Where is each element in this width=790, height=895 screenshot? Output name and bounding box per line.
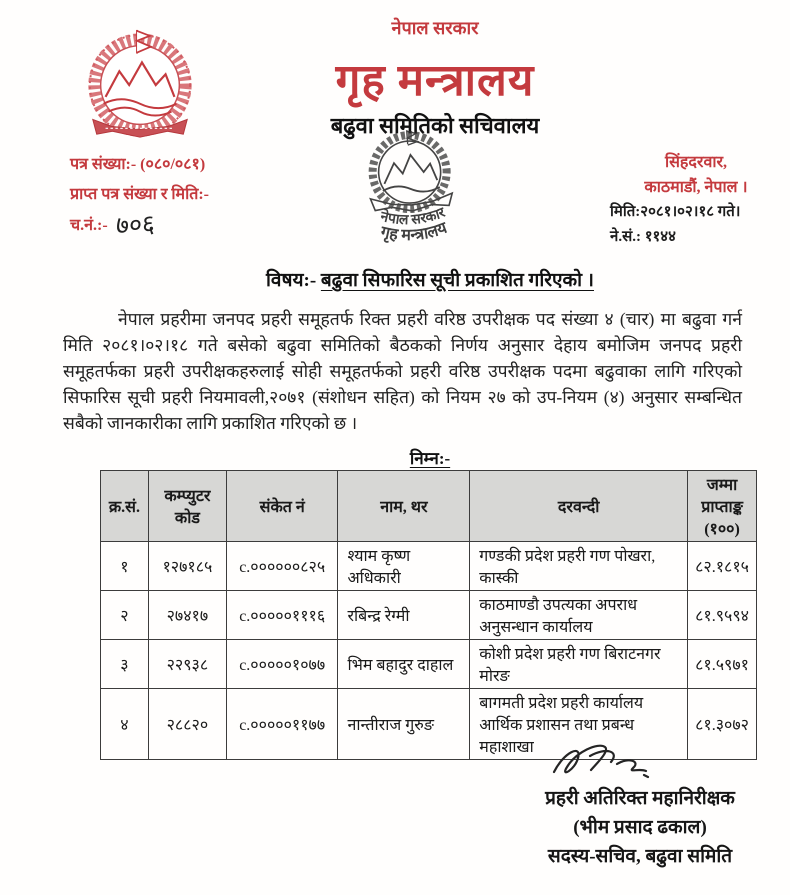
cell-total-marks: ८१.९५९४ bbox=[688, 591, 757, 640]
table-row bbox=[101, 542, 757, 591]
cell-serial: ३ bbox=[101, 640, 149, 689]
letter-number: पत्र संख्या:- (०८०/०८१) bbox=[70, 156, 206, 173]
cell-total-marks: ८२.१८१५ bbox=[688, 542, 757, 591]
subject-line bbox=[75, 266, 785, 292]
reference-block bbox=[70, 150, 209, 241]
cell-symbol-no: c.००००००८२५ bbox=[226, 542, 338, 591]
col-header-posting: दरवन्दी bbox=[470, 471, 688, 542]
secretariat-subtitle: बढुवा समितिको सचिवालय bbox=[330, 113, 540, 138]
address-place-line1: सिंहदरवार, bbox=[664, 154, 728, 171]
signature-block bbox=[490, 784, 790, 871]
government-title: नेपाल सरकार bbox=[391, 18, 479, 38]
cell-computer-code: २२९३८ bbox=[148, 640, 226, 689]
cell-name: रबिन्द्र रेग्मी bbox=[338, 591, 470, 640]
cell-total-marks: ८१.३०७२ bbox=[688, 689, 757, 760]
cell-serial: १ bbox=[101, 542, 149, 591]
address-block bbox=[610, 150, 782, 250]
table-row bbox=[101, 591, 757, 640]
col-header-total-marks: जम्मा प्राप्ताङ्क (१००) bbox=[688, 471, 757, 542]
signatory-role: सदस्य-सचिव, बढुवा समिति bbox=[547, 846, 733, 867]
dispatch-number-label: च.नं.:- bbox=[70, 217, 108, 234]
subject-text: बढुवा सिफारिस सूची प्रकाशित गरिएको । bbox=[320, 270, 594, 291]
cell-symbol-no: c.०००००११७७ bbox=[226, 689, 338, 760]
cell-symbol-no: c.०००००१११६ bbox=[226, 591, 338, 640]
ministry-stamp-icon bbox=[331, 119, 490, 264]
cell-computer-code: १२७१८५ bbox=[148, 542, 226, 591]
cell-name: नान्तीराज गुरुङ bbox=[338, 689, 470, 760]
table-header-row bbox=[101, 471, 757, 542]
address-place-line2: काठमाडौं, नेपाल । bbox=[644, 179, 748, 196]
list-heading: निम्न:- bbox=[409, 449, 451, 468]
table-row bbox=[101, 640, 757, 689]
cell-posting: कोशी प्रदेश प्रहरी गण बिराटनगर मोरङ bbox=[470, 640, 688, 689]
cell-serial: २ bbox=[101, 591, 149, 640]
promotion-table bbox=[100, 470, 757, 760]
received-letter-label: प्राप्त पत्र संख्या र मिति:- bbox=[70, 186, 209, 203]
subject-label: विषय:- bbox=[266, 270, 317, 291]
document-date: मिति:२०८१।०२।१८ गते। bbox=[610, 204, 741, 220]
stamp-text-ministry: गृह मन्त्रालय bbox=[379, 219, 450, 245]
ne-number: ने.सं.: ११४४ bbox=[610, 229, 676, 245]
cell-name: भिम बहादुर दाहाल bbox=[338, 640, 470, 689]
cell-total-marks: ८१.५९७१ bbox=[688, 640, 757, 689]
col-header-serial: क्र.सं. bbox=[101, 471, 149, 542]
cell-posting: काठमाण्डौ उपत्यका अपराध अनुसन्धान कार्यालय bbox=[470, 591, 688, 640]
cell-symbol-no: c.०००००१०७७ bbox=[226, 640, 338, 689]
cell-computer-code: २७४१७ bbox=[148, 591, 226, 640]
dispatch-number-handwritten: ७०६ bbox=[114, 208, 156, 241]
cell-posting: बागमती प्रदेश प्रहरी कार्यालय आर्थिक प्रशासन तथा प्रबन्ध महाशाखा bbox=[470, 689, 688, 760]
cell-name: श्याम कृष्ण अधिकारी bbox=[338, 542, 470, 591]
cell-posting: गण्डकी प्रदेश प्रहरी गण पोखरा, कास्की bbox=[470, 542, 688, 591]
col-header-name: नाम, थर bbox=[338, 471, 470, 542]
nepal-emblem-icon bbox=[76, 26, 204, 153]
ministry-title: गृह मन्त्रालय bbox=[335, 56, 535, 105]
body-paragraph: नेपाल प्रहरीमा जनपद प्रहरी समूहतर्फ रिक्त प्रहरी वरिष्ठ उपरीक्षक पद संख्या ४ (चार) मा बढुवा गर्न मिति २०८१।०२।१८ गते बसेको बढुवा समितिको बैठकको निर्णय अनुसार देहाय बमोजिम जनपद प्रहरी समूहतर्फका प्रहरी उपरीक्षकहरुलाई सोही समूहतर्फको प्रहरी वरिष्ठ उपरीक्षक पदमा बढुवाका लागि गरिएको सिफारिस सूची प्रहरी नियमावली,२०७१ (संशोधन सहित) को नियम २७ को उप-नियम (४) अनुसार सम्बन्धित सबैको जानकारीका लागि प्रकाशित गरिएको छ । bbox=[63, 309, 742, 433]
signatory-title: प्रहरी अतिरिक्त महानिरीक्षक bbox=[545, 788, 735, 809]
col-header-symbol-no: संकेत नं bbox=[226, 471, 338, 542]
cell-computer-code: २८८२० bbox=[148, 689, 226, 760]
cell-serial: ४ bbox=[101, 689, 149, 760]
col-header-computer-code: कम्प्युटर कोड bbox=[148, 471, 226, 542]
dispatch-number-line bbox=[70, 210, 209, 241]
stamp-text-government: नेपाल सरकार bbox=[378, 205, 448, 229]
signatory-name: (भीम प्रसाद ढकाल) bbox=[573, 817, 707, 838]
